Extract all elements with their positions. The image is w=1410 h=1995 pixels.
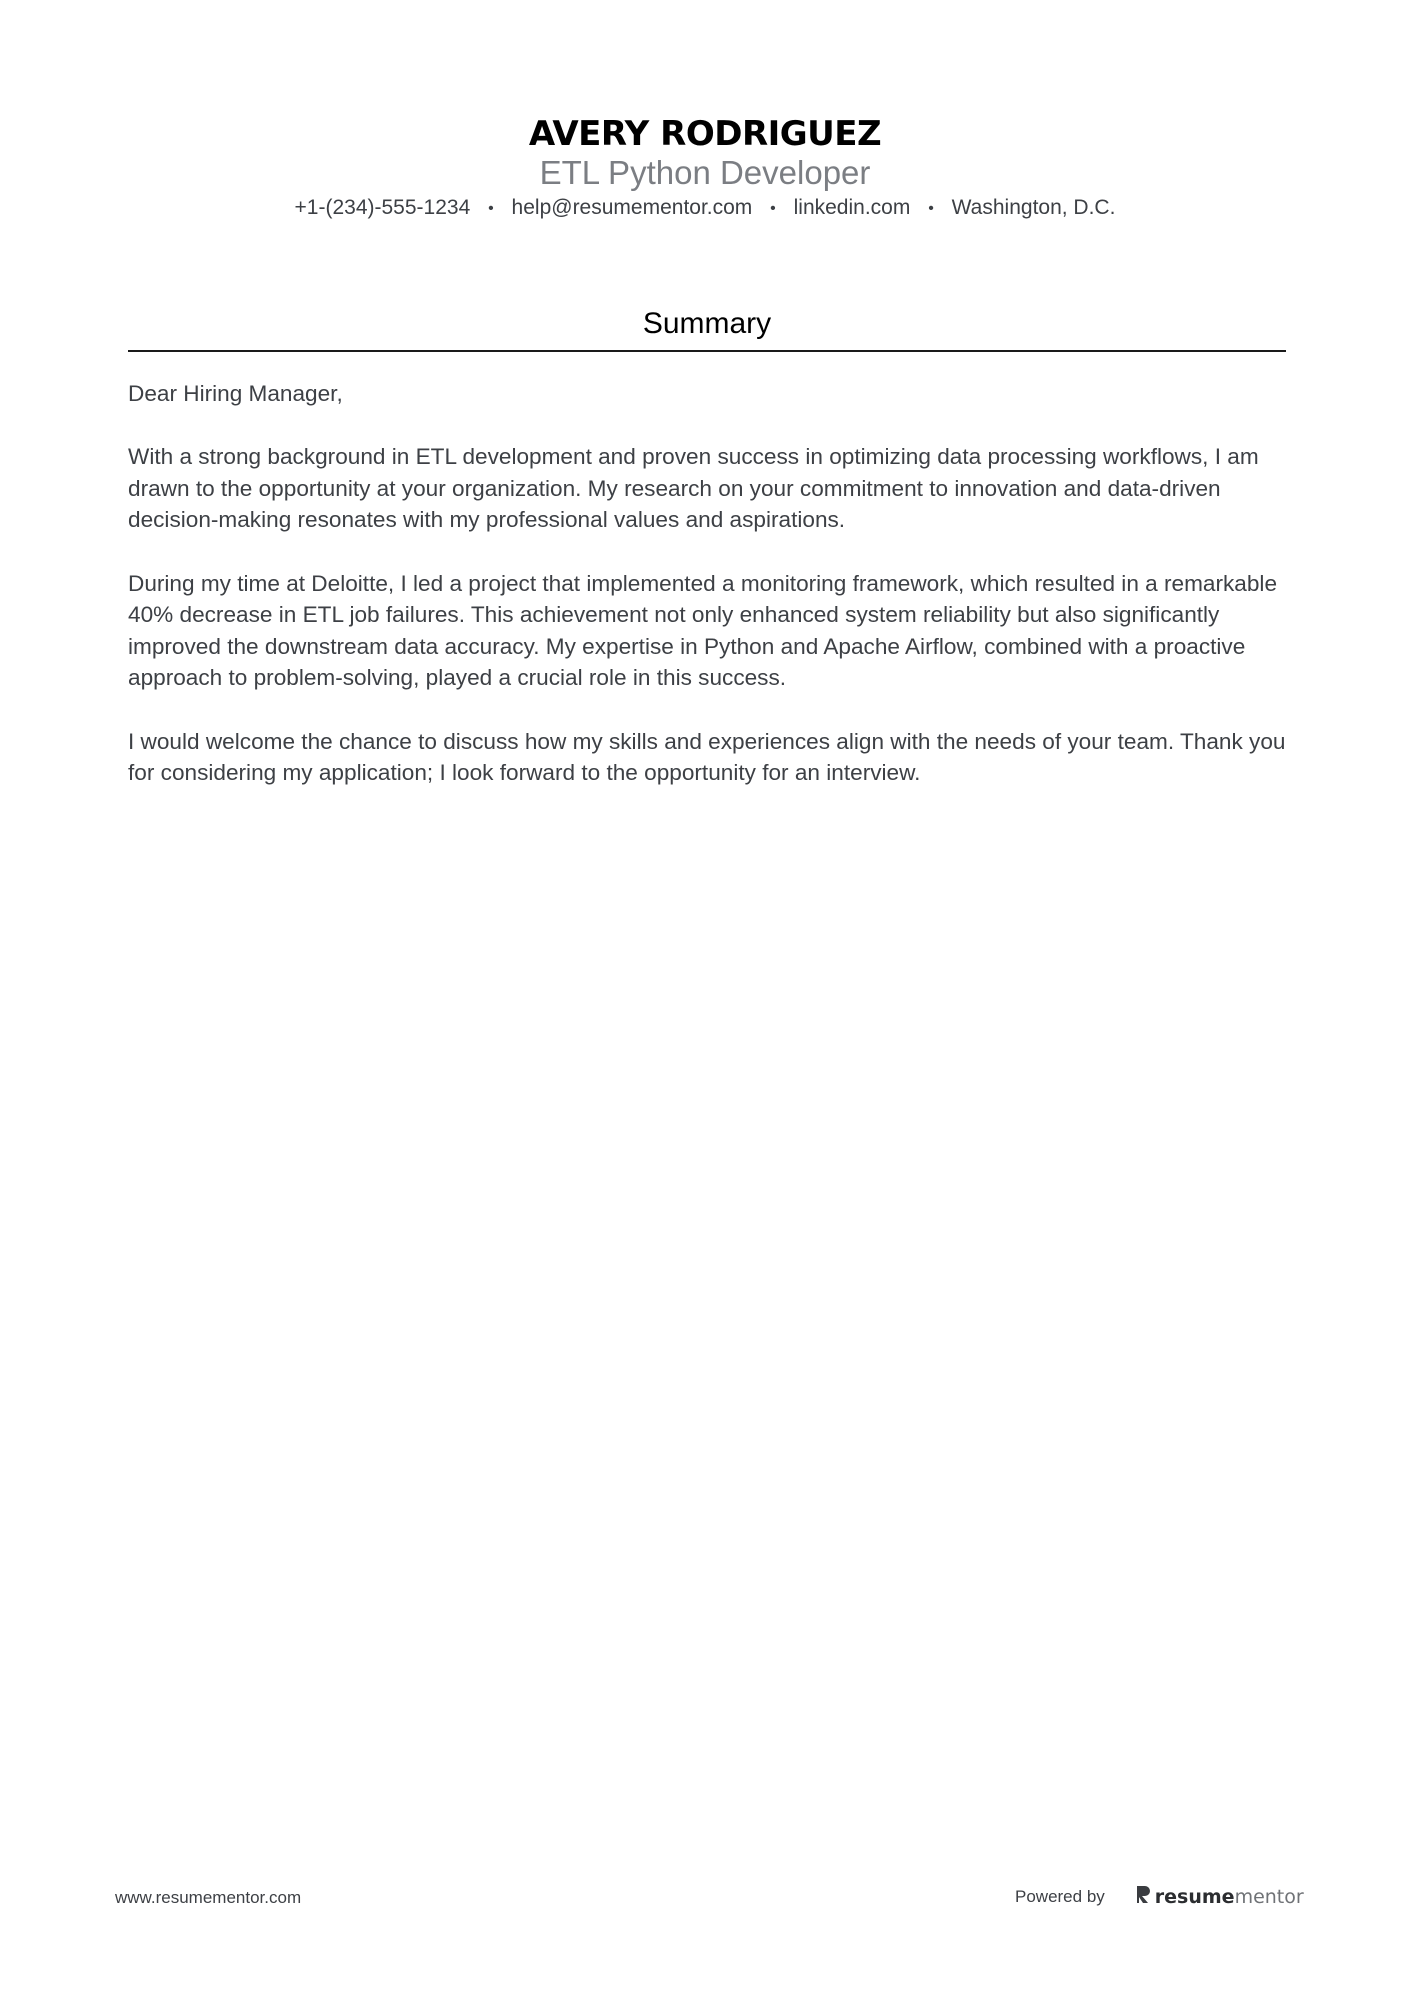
contact-email[interactable]: help@resumementor.com bbox=[511, 196, 753, 219]
letter-salutation: Dear Hiring Manager, bbox=[128, 381, 343, 406]
contact-separator: • bbox=[488, 200, 494, 217]
section-divider bbox=[128, 350, 1286, 352]
letter-paragraph: I would welcome the chance to discuss how my skills and experiences align with the needs of your team. Thank you for considering my application; I look forward to the opportunity for an interview. bbox=[128, 728, 1286, 786]
contact-location: Washington, D.C. bbox=[951, 196, 1116, 219]
contact-phone: +1-(234)-555-1234 bbox=[294, 196, 471, 219]
job-title: ETL Python Developer bbox=[539, 154, 871, 191]
contact-separator: • bbox=[928, 200, 934, 217]
footer-branding bbox=[1015, 1884, 1304, 1909]
powered-by-label: Powered by bbox=[1015, 1886, 1105, 1906]
section-heading-summary: Summary bbox=[642, 307, 772, 340]
candidate-name: AVERY RODRIGUEZ bbox=[528, 114, 882, 154]
contact-separator: • bbox=[770, 200, 776, 217]
header bbox=[0, 112, 1410, 223]
letter-body bbox=[128, 378, 1293, 820]
contact-line bbox=[0, 194, 1410, 223]
footer-website[interactable]: www.resumementor.com bbox=[115, 1888, 302, 1907]
contact-linkedin[interactable]: linkedin.com bbox=[793, 196, 911, 219]
resumementor-logo-icon bbox=[1135, 1884, 1151, 1909]
brand-name-part2: mentor bbox=[1234, 1885, 1304, 1908]
brand-logo[interactable] bbox=[1135, 1884, 1304, 1909]
brand-name-part1: resume bbox=[1154, 1885, 1235, 1908]
letter-paragraph: During my time at Deloitte, I led a project that implemented a monitoring framework, which resulted in a remarkable 40% decrease in ETL job failures. This achievement not only enhanced system reliability but also significantly improved the downstream data accuracy. My expertise in Python and Apache Airflow, combined with a proactive approach to problem-solving, played a crucial role in this success. bbox=[128, 570, 1278, 691]
letter-paragraph: With a strong background in ETL development and proven success in optimizing data processing workflows, I am drawn to the opportunity at your organization. My research on your commitment to innovation and data-driven decision-making resonates with my professional values and aspirations. bbox=[128, 444, 1259, 533]
